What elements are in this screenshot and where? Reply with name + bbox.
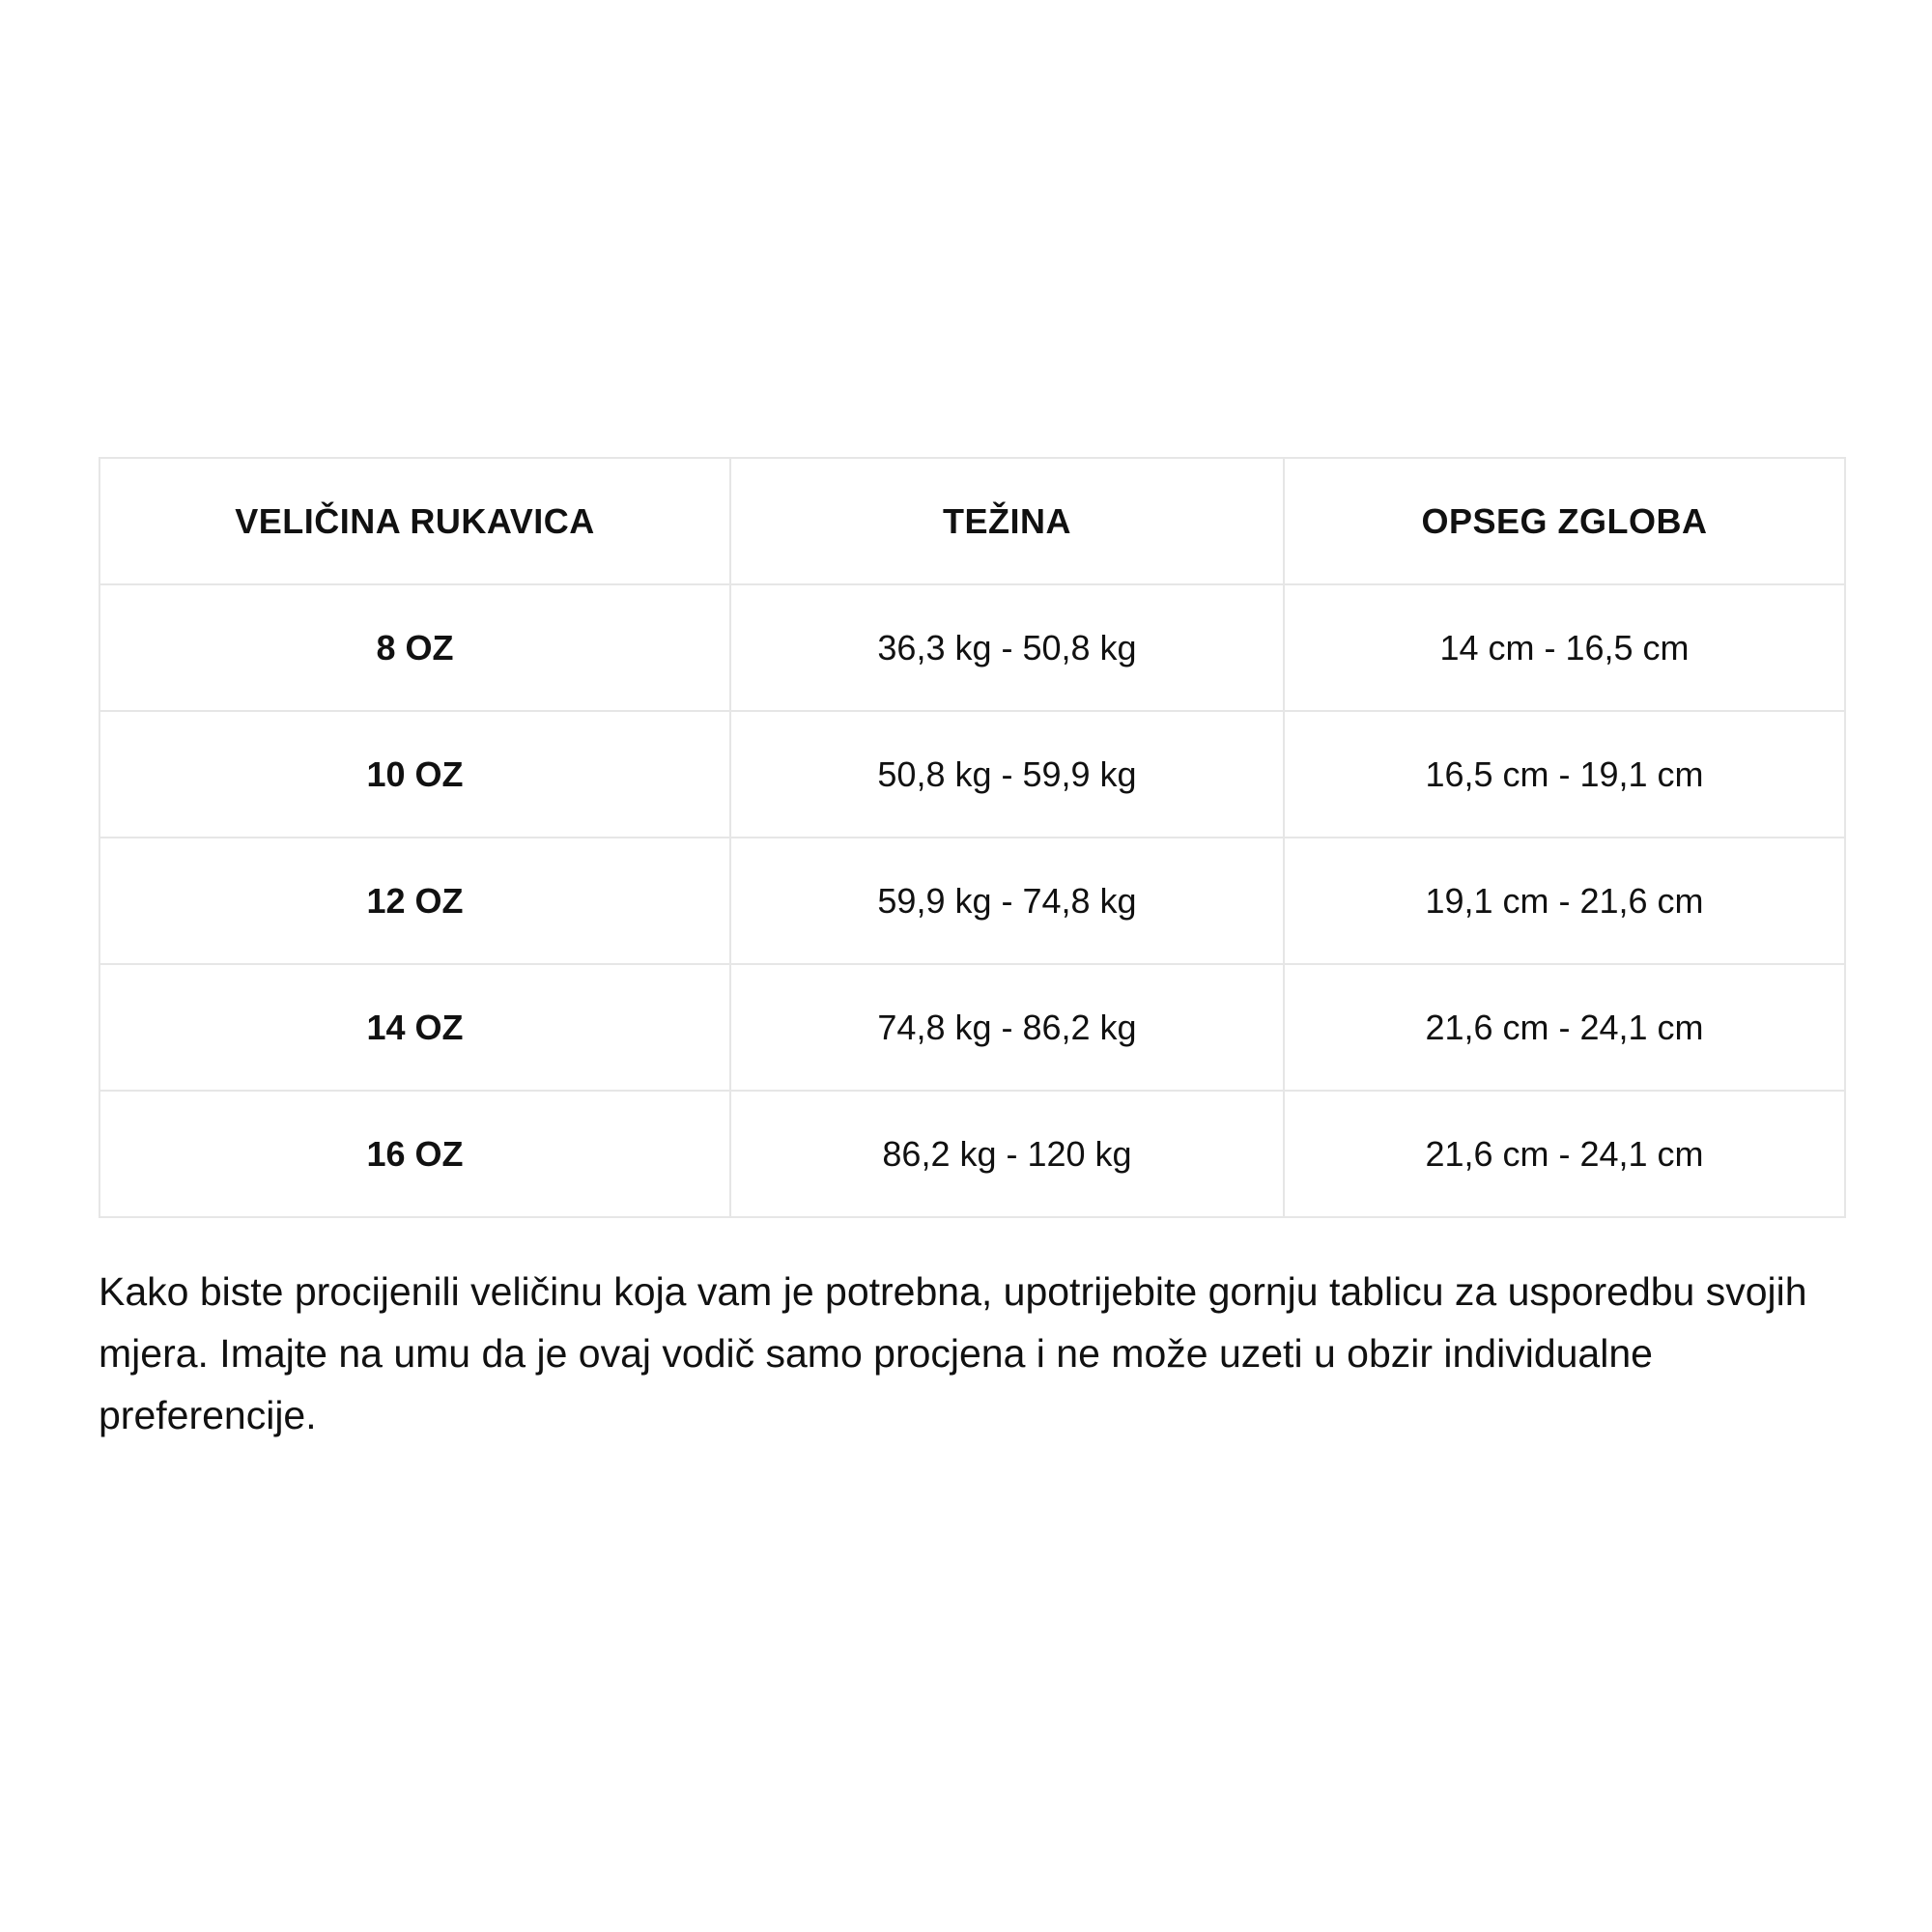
glove-size-cell: 14 OZ <box>99 964 730 1091</box>
weight-cell: 50,8 kg - 59,9 kg <box>730 711 1284 838</box>
table-row <box>99 711 1845 838</box>
glove-size-cell: 16 OZ <box>99 1091 730 1217</box>
weight-cell: 86,2 kg - 120 kg <box>730 1091 1284 1217</box>
wrist-cell: 21,6 cm - 24,1 cm <box>1284 964 1845 1091</box>
wrist-cell: 19,1 cm - 21,6 cm <box>1284 838 1845 964</box>
weight-cell: 74,8 kg - 86,2 kg <box>730 964 1284 1091</box>
table-row <box>99 1091 1845 1217</box>
table-row <box>99 584 1845 711</box>
wrist-cell: 21,6 cm - 24,1 cm <box>1284 1091 1845 1217</box>
weight-cell: 59,9 kg - 74,8 kg <box>730 838 1284 964</box>
table-row <box>99 838 1845 964</box>
glove-size-cell: 8 OZ <box>99 584 730 711</box>
wrist-cell: 16,5 cm - 19,1 cm <box>1284 711 1845 838</box>
weight-cell: 36,3 kg - 50,8 kg <box>730 584 1284 711</box>
size-chart-table <box>99 457 1846 1218</box>
header-wrist-circumference: OPSEG ZGLOBA <box>1284 458 1845 584</box>
glove-size-cell: 10 OZ <box>99 711 730 838</box>
header-weight: TEŽINA <box>730 458 1284 584</box>
table-header-row <box>99 458 1845 584</box>
size-guide-note: Kako biste procijenili veličinu koja vam je potrebna, upotrijebite gornju tablicu za usporedbu svojih mjera. Imajte na umu da je ovaj vodič samo procjena i ne može uzeti u obzir individualne preferencije. <box>99 1269 1807 1437</box>
glove-size-cell: 12 OZ <box>99 838 730 964</box>
wrist-cell: 14 cm - 16,5 cm <box>1284 584 1845 711</box>
header-glove-size: VELIČINA RUKAVICA <box>99 458 730 584</box>
table-row <box>99 964 1845 1091</box>
